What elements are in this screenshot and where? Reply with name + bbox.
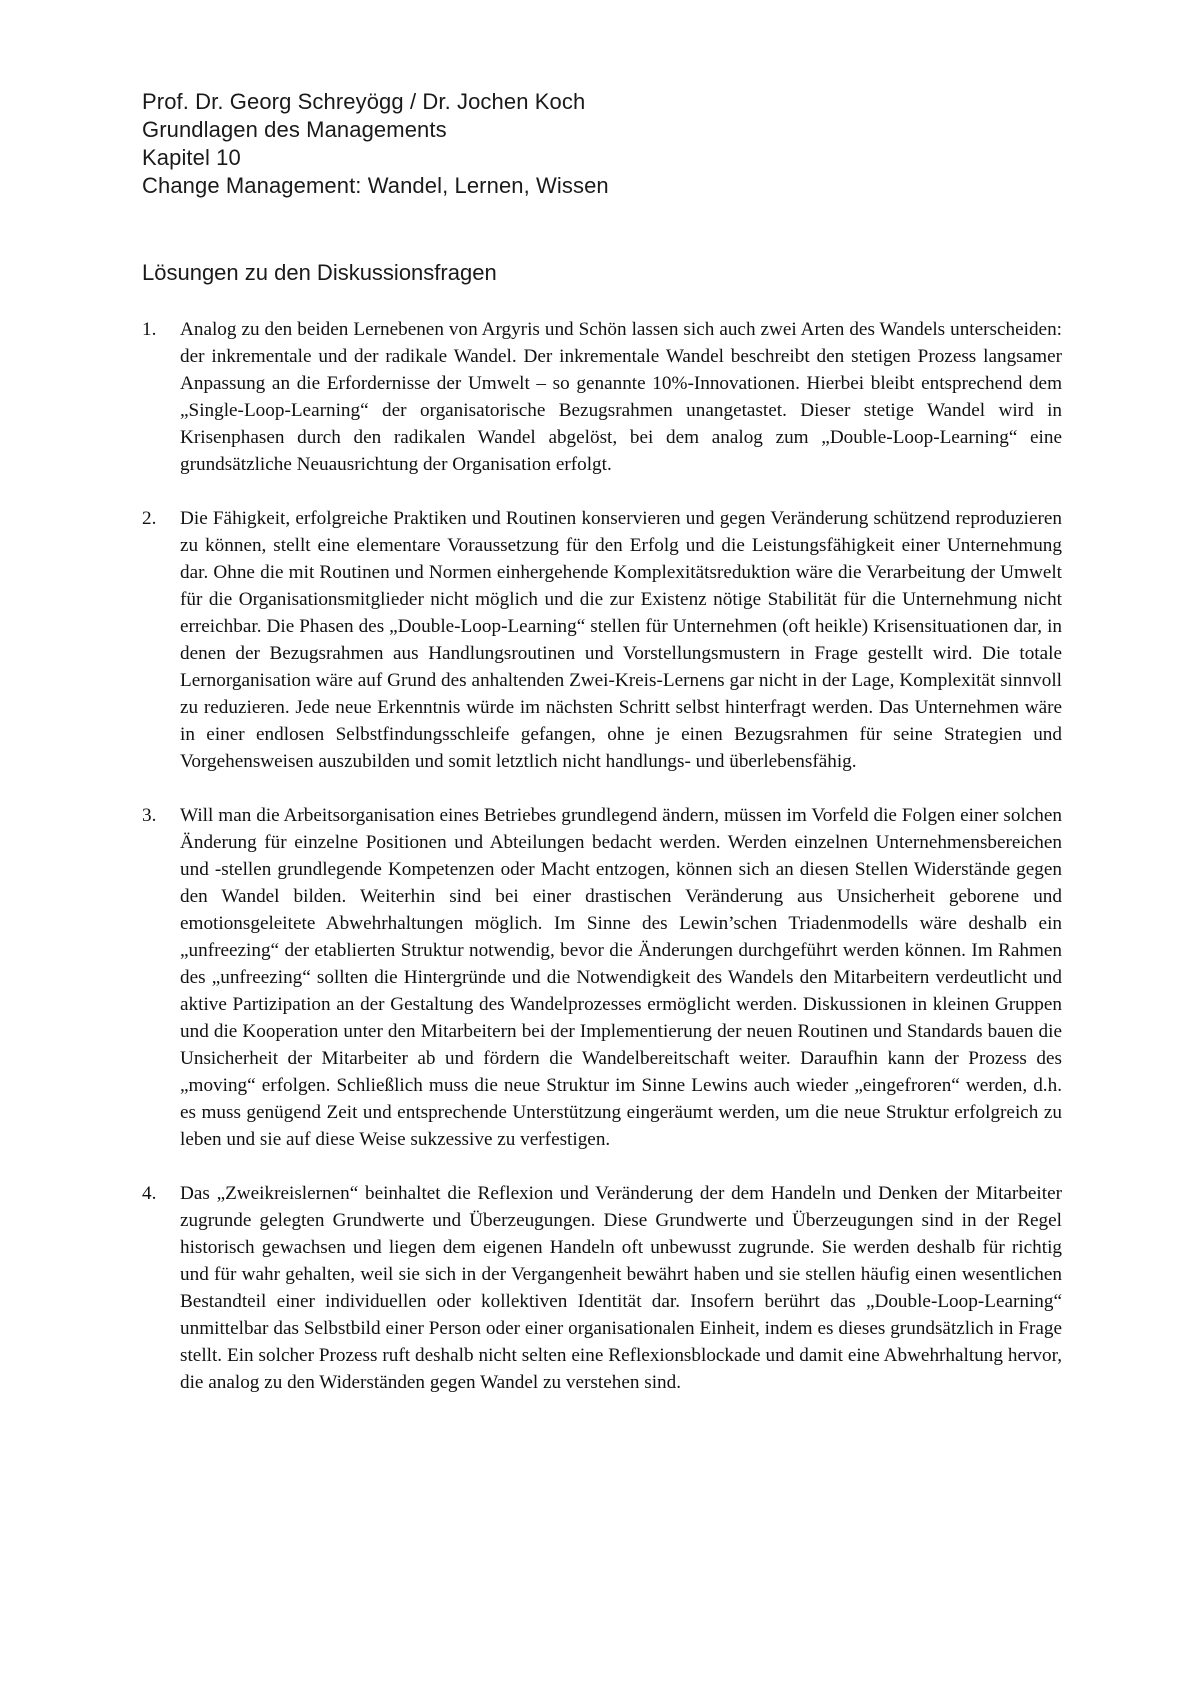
answer-number: 3.	[142, 805, 157, 826]
answer-item-3	[142, 802, 1062, 1153]
answer-number: 1.	[142, 319, 157, 340]
answers-list	[142, 316, 1062, 1423]
authors-line: Prof. Dr. Georg Schreyögg / Dr. Jochen Koch	[142, 89, 586, 114]
chapter-line: Kapitel 10	[142, 145, 241, 170]
chapter-title-line: Change Management: Wandel, Lernen, Wissen	[142, 173, 609, 198]
answer-text: Analog zu den beiden Lernebenen von Argyris und Schön lassen sich auch zwei Arten des Wandels unterscheiden: der inkrementale und der radikale Wandel. Der inkrementale Wandel beschreibt den stetigen Prozess langsamer Anpassung an die Erfordernisse der Umwelt – so genannte 10%-Innovationen. Hierbei bleibt entsprechend dem „Single-Loop-Learning“ der organisatorische Bezugsrahmen unangetastet. Dieser stetige Wandel wird in Krisenphasen durch den radikalen Wandel abgelöst, bei dem analog zum „Double-Loop-Learning“ eine grundsätzliche Neuausrichtung der Organisation erfolgt.	[180, 319, 1062, 475]
answer-text: Die Fähigkeit, erfolgreiche Praktiken und Routinen konservieren und gegen Veränderung schützend reproduzieren zu können, stellt eine elementare Voraussetzung für den Erfolg und die Leistungsfähigkeit einer Unternehmung dar. Ohne die mit Routinen und Normen einhergehende Komplexitätsreduktion wäre die Verarbeitung der Umwelt für die Organisationsmitglieder nicht möglich und die zur Existenz nötige Stabilität für die Unternehmung nicht erreichbar. Die Phasen des „Double-Loop-Learning“ stellen für Unternehmen (oft heikle) Krisensituationen dar, in denen der Bezugsrahmen aus Handlungsroutinen und Vorstellungsmustern in Frage gestellt wird. Die totale Lernorganisation wäre auf Grund des anhaltenden Zwei-Kreis-Lernens gar nicht in der Lage, Komplexität sinnvoll zu reduzieren. Jede neue Erkenntnis würde im nächsten Schritt selbst hinterfragt werden. Das Unternehmen wäre in einer endlosen Selbstfindungsschleife gefangen, ohne je einen Bezugsrahmen für seine Strategien und Vorgehensweisen auszubilden und somit letztlich nicht handlungs- und überlebensfähig.	[180, 508, 1062, 772]
answer-number: 4.	[142, 1183, 157, 1204]
answer-item-2	[142, 505, 1062, 775]
answer-text: Das „Zweikreislernen“ beinhaltet die Reflexion und Veränderung der dem Handeln und Denken der Mitarbeiter zugrunde gelegten Grundwerte und Überzeugungen. Diese Grundwerte und Überzeugungen sind in der Regel historisch gewachsen und liegen dem eigenen Handeln oft unbewusst zugrunde. Sie werden deshalb für richtig und für wahr gehalten, weil sie sich in der Vergangenheit bewährt haben und sie stellen häufig einen wesentlichen Bestandteil einer individuellen oder kollektiven Identität dar. Insofern berührt das „Double-Loop-Learning“ unmittelbar das Selbstbild einer Person oder einer organisationalen Einheit, indem es dieses grundsätzlich in Frage stellt. Ein solcher Prozess ruft deshalb nicht selten eine Reflexionsblockade und damit eine Abwehrhaltung hervor, die analog zu den Widerständen gegen Wandel zu verstehen sind.	[180, 1183, 1062, 1393]
answer-item-1	[142, 316, 1062, 478]
answer-item-4	[142, 1180, 1062, 1396]
book-title-line: Grundlagen des Managements	[142, 117, 447, 142]
document-header	[142, 88, 1042, 200]
answer-text: Will man die Arbeitsorganisation eines Betriebes grundlegend ändern, müssen im Vorfeld die Folgen einer solchen Änderung für einzelne Positionen und Abteilungen bedacht werden. Werden einzelnen Unternehmensbereichen und -stellen grundlegende Kompetenzen oder Macht entzogen, können sich an diesen Stellen Widerstände gegen den Wandel bilden. Weiterhin sind bei einer drastischen Veränderung aus Unsicherheit geborene und emotionsgeleitete Abwehrhaltungen möglich. Im Sinne des Lewin’schen Triadenmodells wäre deshalb ein „unfreezing“ der etablierten Struktur notwendig, bevor die Änderungen durchgeführt werden können. Im Rahmen des „unfreezing“ sollten die Hintergründe und die Notwendigkeit des Wandels den Mitarbeitern verdeutlicht und aktive Partizipation an der Gestaltung des Wandelprozesses ermöglicht werden. Diskussionen in kleinen Gruppen und die Kooperation unter den Mitarbeitern bei der Implementierung der neuen Routinen und Standards bauen die Unsicherheit der Mitarbeiter ab und fördern die Wandelbereitschaft weiter. Daraufhin kann der Prozess des „moving“ erfolgen. Schließlich muss die neue Struktur im Sinne Lewins auch wieder „eingefroren“ werden, d.h. es muss genügend Zeit und entsprechende Unterstützung eingeräumt werden, um die neue Struktur erfolgreich zu leben und sie auf diese Weise sukzessive zu verfestigen.	[180, 805, 1062, 1150]
answer-number: 2.	[142, 508, 157, 529]
section-title: Lösungen zu den Diskussionsfragen	[142, 260, 497, 285]
